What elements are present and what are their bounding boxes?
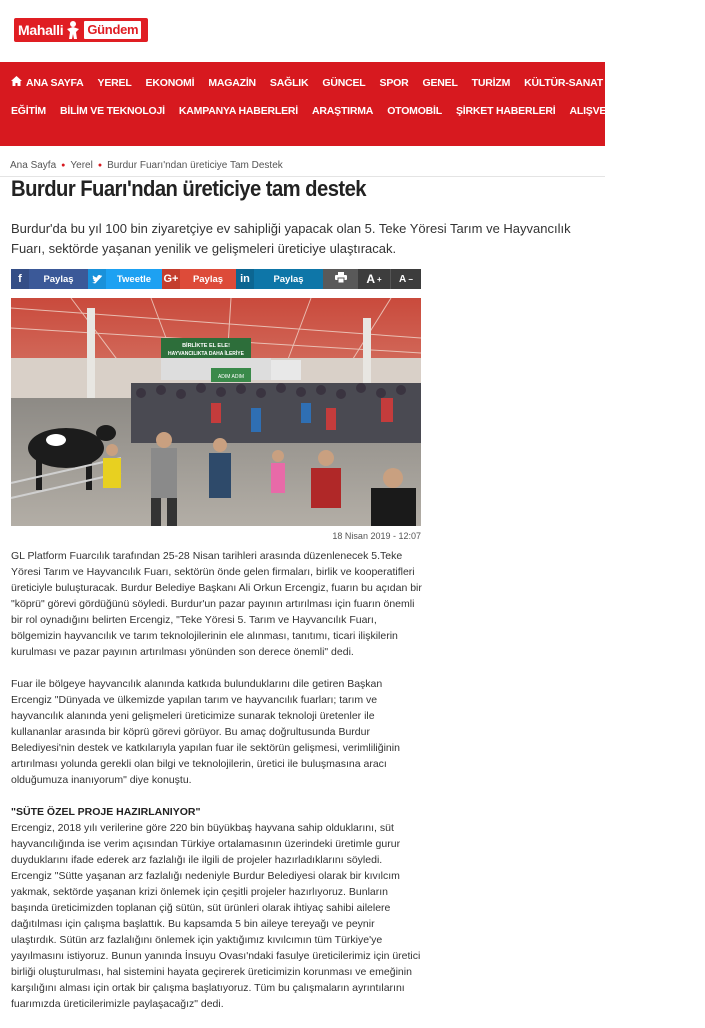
article-title: Burdur Fuarı'ndan üreticiye tam destek xyxy=(11,176,367,201)
site-header xyxy=(0,0,605,62)
nav-item-sinema-dizi[interactable]: SİNEMA / DİZİ xyxy=(617,76,684,89)
facebook-share-label: Paylaş xyxy=(43,273,74,285)
main-nav xyxy=(0,62,684,146)
breadcrumb-current: Burdur Fuarı'ndan üreticiye Tam Destek xyxy=(107,160,283,171)
article-photo xyxy=(11,298,421,526)
nav-item-bilim-teknoloji[interactable]: BİLİM VE TEKNOLOJİ xyxy=(59,104,165,117)
google-plus-share-label: Paylaş xyxy=(192,273,224,285)
share-bar xyxy=(11,269,421,289)
hamburger-menu-icon[interactable] xyxy=(679,106,705,116)
font-decrease-label: A xyxy=(399,273,407,285)
nav-item-alisveris[interactable]: ALIŞVERİŞ xyxy=(569,104,624,117)
print-button[interactable] xyxy=(323,269,358,289)
google-plus-icon: G+ xyxy=(162,269,180,289)
nav-item-kultur-sanat[interactable]: KÜLTÜR-SANAT xyxy=(524,76,604,89)
nav-item-kampanya[interactable]: KAMPANYA HABERLERİ xyxy=(178,104,298,117)
nav-item-spor[interactable]: SPOR xyxy=(379,76,409,89)
site-logo[interactable] xyxy=(14,18,148,42)
fair-photo-illustration xyxy=(11,298,421,526)
google-plus-share-button[interactable] xyxy=(162,269,236,289)
home-icon xyxy=(11,76,22,89)
linkedin-icon: in xyxy=(236,269,254,289)
nav-row-2 xyxy=(4,97,669,124)
nav-label: ANA SAYFA xyxy=(26,76,84,89)
font-decrease-button[interactable] xyxy=(390,269,421,289)
article-paragraph: GL Platform Fuarcılık tarafından 25-28 Nisan tarihleri arasında düzenlenecek 5.Teke Yöresi Tarım ve Hayvancılık Fuarı, sektörün önde gelen firmaları, birlik ve kooperatifleri üreticiyle buluşturacak. Burdur Belediye Başkanı Ali Orkun Ercengiz, fuarın bu açıdan bir "köprü" görevi gördüğünü söyledi. Burdur'un pazar payının artırılması için fuarın önemli bir rol oynadığını belirten Ercengiz, "Teke Yöresi 5. Tarım ve Hayvancılık Fuarı, bölgemizin hayvancılık ve tarım teknolojilerinin ele alınması, tanıtımı, ticari ilişkilerin kurulması ve pazar payının artırılması yönünden son derece önemli" dedi. xyxy=(11,550,422,658)
facebook-share-button[interactable] xyxy=(11,269,88,289)
logo-mark-icon xyxy=(64,20,82,40)
print-icon xyxy=(335,272,347,286)
nav-item-otomobil[interactable]: OTOMOBİL xyxy=(387,104,442,117)
article-subheading: "SÜTE ÖZEL PROJE HAZIRLANIYOR" xyxy=(11,806,201,818)
font-increase-label: A xyxy=(366,272,375,286)
nav-item-magazin[interactable]: MAGAZİN xyxy=(208,76,256,89)
logo-text-1: Mahalli xyxy=(18,22,64,38)
nav-item-yerel[interactable]: YEREL xyxy=(97,76,132,89)
nav-item-turizm[interactable]: TURİZM xyxy=(471,76,511,89)
twitter-icon xyxy=(88,269,106,289)
nav-item-egitim[interactable]: EĞİTİM xyxy=(11,104,46,117)
breadcrumb-home[interactable]: Ana Sayfa xyxy=(10,160,57,171)
article-paragraph: Ercengiz, 2018 yılı verilerine göre 220 bin büyükbaş hayvana sahip olduklarını, süt hayvancılığında ise verim açısından Türkiye ortalamasının üzerindeki üretimle gurur duyduklarını ifade ederek arz fazlalığı ile ilgili de projeler hazırladıklarını söyledi. Ercengiz "Sütte yaşanan arz fazlalığı nedeniyle Burdur Belediyesi olarak bir kıvılcım yakmak, sektörde yaşanan krizi önlemek için çeşitli projeler hazırlıyoruz. Bunların başında üreticimizden toplanan çiğ sütün, süt ürünleri olarak ihtiyaç sahibi ailelere dağıtılması için çalışma başlattık. Bu kapsamda 5 bin aileye tereyağı ve peynir ulaştırdık. Sütün arz fazlalığını önlemek için yaktığımız kıvılcımın tüm Türkiye'ye yayılmasını istiyoruz. Bunun yanında İnsuyu Ovası'ndaki fasulye üreticilerimiz için üretici birliği oluşturulması, hal sistemini hayata geçirerek üreticimizin korunması ve emeğinin karşılığını alması için ortak bir çalışma başlatıyoruz. Tüm bu çalışmaların ayrıntılarını fuarımızda üreticilerimizle paylaşacağız" dedi. xyxy=(11,822,421,1010)
font-increase-button[interactable] xyxy=(358,269,390,289)
article-lead: Burdur'da bu yıl 100 bin ziyaretçiye ev sahipliği yapacak olan 5. Teke Yöresi Tarım ve Hayvancılık Fuarı, sektörde yaşanan yenilik ve gelişmeleri üreticiye ulaştıracak. xyxy=(11,221,571,256)
breadcrumb-separator-icon: ● xyxy=(97,162,103,169)
twitter-share-label: Tweetle xyxy=(116,273,152,285)
font-increase-plus: + xyxy=(377,274,382,284)
logo-text-2: Gündem xyxy=(84,21,141,39)
breadcrumb xyxy=(0,155,605,177)
nav-item-tarim[interactable]: TARIM xyxy=(637,104,669,117)
linkedin-share-button[interactable] xyxy=(236,269,323,289)
nav-item-ekonomi[interactable]: EKONOMİ xyxy=(145,76,195,89)
nav-item-arastirma[interactable]: ARAŞTIRMA xyxy=(312,104,374,117)
article-paragraph: Fuar ile bölgeye hayvancılık alanında katkıda bulunduklarını dile getiren Başkan Ercengiz "Dünyada ve ülkemizde yapılan tarım ve hayvancılık fuarları; tarım ve hayvancılık alanında yeni gelişmeleri üreticimize sunarak teknoloji üretenler ile kullananlar arasında bir köprü görevi görüyor. Bu amaç doğrultusunda Burdur Belediyesi'nin destek ve katkılarıyla yapılan fuar ile sektörün gelişmesi, verimliliğinin artırılması yolunda gerekli olan bilgi ve teknolojilerin, üretici ile buluşmasına aracı olduğumuza inanıyorum" diye konuştu. xyxy=(11,678,400,786)
nav-item-genel[interactable]: GENEL xyxy=(422,76,458,89)
article-date: 18 Nisan 2019 - 12:07 xyxy=(332,531,421,541)
nav-item-sirket[interactable]: ŞİRKET HABERLERİ xyxy=(456,104,556,117)
nav-item-saglik[interactable]: SAĞLIK xyxy=(269,76,309,89)
font-decrease-minus: − xyxy=(408,274,413,284)
nav-row-1 xyxy=(4,69,684,96)
twitter-share-button[interactable] xyxy=(88,269,162,289)
facebook-icon: f xyxy=(11,269,29,289)
breadcrumb-yerel[interactable]: Yerel xyxy=(70,160,93,171)
nav-item-guncel[interactable]: GÜNCEL xyxy=(322,76,366,89)
photo-banner-2: HAYVANCILIKTA DAHA İLERİYE xyxy=(168,351,244,357)
article-body xyxy=(11,548,423,1028)
linkedin-share-label: Paylaş xyxy=(273,273,304,285)
photo-sign: ADIM ADIM xyxy=(217,374,245,380)
breadcrumb-separator-icon: ● xyxy=(61,162,66,169)
nav-item-ana-sayfa[interactable] xyxy=(4,76,91,89)
photo-banner-1: BİRLİKTE EL ELE! xyxy=(182,343,230,349)
